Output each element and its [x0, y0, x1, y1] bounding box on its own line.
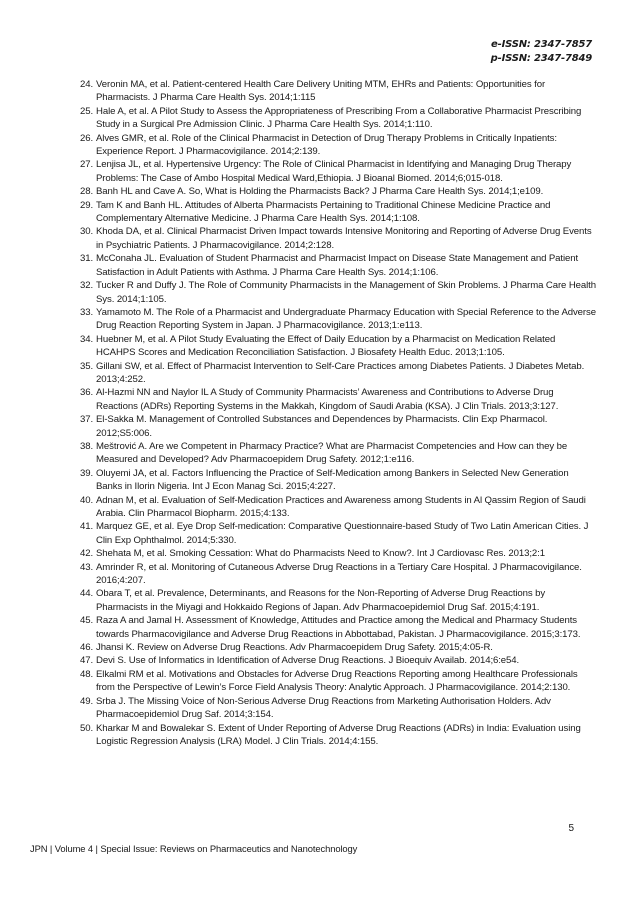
reference-number: 37. — [80, 414, 94, 426]
reference-item — [80, 158, 596, 185]
reference-number: 44. — [80, 588, 94, 600]
reference-text: Amrinder R, et al. Monitoring of Cutaneous Adverse Drug Reactions in a Tertiary Care Hospital. J Pharmacovigilance. 2016;4:207. — [96, 561, 582, 587]
reference-text: McConaha JL. Evaluation of Student Pharmacist and Pharmacist Impact on Disease State Management and Patient Satisfaction in Adult Patients with Asthma. J Pharma Care Health Sys. 2014;1:106. — [96, 253, 579, 278]
reference-text: Meštrović A. Are we Competent in Pharmacy Practice? What are Pharmacist Competencies and How can they be Measured and Developed? Adv Pharmacoepidem Drug Safety. 2012;1:e116. — [96, 440, 568, 466]
reference-item — [80, 386, 596, 413]
reference-text: Khoda DA, et al. Clinical Pharmacist Driven Impact towards Intensive Monitoring and Reporting of Adverse Drug Events in Psychiatric Patients. J Pharmacovigilance. 2014;2:128. — [96, 226, 592, 251]
reference-text: Al-Hazmi NN and Naylor IL A Study of Community Pharmacists’ Awareness and Contributions to Adverse Drug Reactions (ADRs) Reporting Systems in the Makkah, Kingdom of Saudi Arabia (KSA). J Clin Trials. 2013;3:127. — [96, 387, 559, 412]
reference-text: Kharkar M and Bowalekar S. Extent of Under Reporting of Adverse Drug Reactions (ADRs) in India: Evaluation using Logistic Regression Analysis (LRA) Model. J Clin Trials. 2014;4:155. — [96, 722, 581, 747]
reference-item — [80, 78, 596, 105]
reference-text: Gillani SW, et al. Effect of Pharmacist Intervention to Self-Care Practices among Diabetes Patients. J Diabetes Metab. 2013;4:252. — [96, 360, 585, 385]
reference-number: 46. — [80, 642, 94, 654]
reference-text: Banh HL and Cave A. So, What is Holding the Pharmacists Back? J Pharma Care Health Sys. 2014;1;e109. — [96, 186, 544, 198]
reference-number: 31. — [80, 253, 94, 265]
reference-item — [80, 132, 596, 159]
reference-text: Devi S. Use of Informatics in Identification of Adverse Drug Reactions. J Bioequiv Availab. 2014;6:e54. — [96, 655, 520, 667]
reference-item — [80, 360, 596, 387]
reference-number: 50. — [80, 722, 94, 734]
reference-item — [80, 494, 596, 521]
reference-item — [80, 185, 596, 198]
reference-number: 47. — [80, 655, 94, 667]
reference-text: Tucker R and Duffy J. The Role of Community Pharmacists in the Management of Skin Problems. J Pharma Care Health Sys. 2014;1:105. — [96, 280, 596, 305]
reference-item — [80, 306, 596, 333]
reference-item — [80, 695, 596, 722]
reference-item — [80, 279, 596, 306]
reference-number: 28. — [80, 186, 94, 198]
reference-number: 24. — [80, 79, 94, 90]
reference-text: Hale A, et al. A Pilot Study to Assess the Appropriateness of Prescribing From a Collaborative Pharmacist Prescribing Study in a Surgical Pre Admission Clinic. J Pharma Care Health Sys. 2014;1:110. — [96, 105, 582, 131]
reference-text: Raza A and Jamal H. Assessment of Knowledge, Attitudes and Practice among the Medical and Pharmacy Students towards Pharmacovigilance and Adverse Drug Reactions in Abbottabad, Pakistan. J Pharmacovigilance. 2015;3:173. — [96, 615, 581, 640]
issn-header — [491, 38, 592, 66]
reference-number: 32. — [80, 280, 94, 292]
reference-number: 38. — [80, 440, 94, 452]
reference-number: 41. — [80, 521, 94, 533]
reference-item — [80, 467, 596, 494]
reference-text: Yamamoto M. The Role of a Pharmacist and Undergraduate Pharmacy Education with Special Reference to the Adverse Drug Reaction Reporting System in Japan. J Pharmacovigilance. 2013;1:e113. — [96, 306, 596, 332]
footer: JPN | Volume 4 | Special Issue: Reviews on Pharmaceutics and Nanotechnology — [30, 843, 358, 854]
reference-item — [80, 722, 596, 749]
reference-item — [80, 668, 596, 695]
reference-number: 29. — [80, 199, 94, 211]
reference-number: 34. — [80, 333, 94, 345]
reference-item — [80, 413, 596, 440]
reference-number: 26. — [80, 132, 94, 144]
reference-item — [80, 440, 596, 467]
reference-item — [80, 641, 596, 654]
reference-text: Lenjisa JL, et al. Hypertensive Urgency: The Role of Clinical Pharmacist in Identifying and Managing Drug Therapy Problems: The Case of Ambo Hospital Medical Ward,Ethiopia. J Bioanal Biomed. 2014;6;015-018. — [96, 159, 572, 184]
p-issn: p-ISSN: 2347-7849 — [490, 53, 592, 64]
reference-item — [80, 561, 596, 588]
reference-text: Elkalmi RM et al. Motivations and Obstacles for Adverse Drug Reactions Reporting among Healthcare Professionals from the Perspective of Lewin’s Force Field Analysis Theory: Analytic Approach. J Pharmacovigilance. 2014;2:130. — [96, 668, 578, 694]
reference-item — [80, 520, 596, 547]
reference-number: 35. — [80, 360, 94, 372]
reference-text: El-Sakka M. Management of Controlled Substances and Dependences by Pharmacists. Clin Exp Pharmacol. 2012;S5:006. — [96, 414, 548, 439]
reference-item — [80, 587, 596, 614]
reference-number: 36. — [80, 387, 94, 399]
reference-text: Alves GMR, et al. Role of the Clinical Pharmacist in Detection of Drug Therapy Problems in Critically Inpatients: Experience Report. J Pharmacovigilance. 2014;2:139. — [96, 132, 557, 158]
reference-number: 25. — [80, 105, 94, 117]
reference-list — [80, 78, 596, 748]
reference-number: 30. — [80, 226, 94, 238]
page-number: 5 — [568, 823, 574, 834]
reference-text: Obara T, et al. Prevalence, Determinants, and Reasons for the Non-Reporting of Adverse Drug Reactions by Pharmacists in the Miyagi and Hokkaido Regions of Japan. Adv Pharmacoepidemiol Drug Saf. 2015;4:191. — [96, 588, 546, 613]
reference-item — [80, 252, 596, 279]
reference-number: 48. — [80, 668, 94, 680]
reference-number: 45. — [80, 615, 94, 627]
reference-text: Oluyemi JA, et al. Factors Influencing the Practice of Self-Medication among Bankers in Selected New Generation Banks in Ilorin Nigeria. Int J Econ Manag Sci. 2015;4:227. — [96, 467, 569, 493]
e-issn: e-ISSN: 2347-7857 — [491, 39, 592, 50]
reference-item — [80, 225, 596, 252]
reference-number: 49. — [80, 695, 94, 707]
reference-number: 39. — [80, 467, 94, 479]
reference-item — [80, 614, 596, 641]
reference-text: Srba J. The Missing Voice of Non-Serious Adverse Drug Reactions from Marketing Authorisation Holders. Adv Pharmacoepidemiol Drug Saf. 2014;3:154. — [96, 695, 551, 721]
reference-text: Adnan M, et al. Evaluation of Self-Medication Practices and Awareness among Students in Al Qassim Region of Saudi Arabia. Clin Pharmacol Biopharm. 2015;4:133. — [96, 494, 586, 519]
reference-item — [80, 199, 596, 226]
reference-text: Huebner M, et al. A Pilot Study Evaluating the Effect of Daily Education by a Pharmacist on Medication Related HCAHPS Scores and Medication Reconciliation Satisfaction. J Biosafety Health Educ. 2013;1:105. — [96, 333, 556, 359]
reference-text: Shehata M, et al. Smoking Cessation: What do Pharmacists Need to Know?. Int J Cardiovasc Res. 2013;2:1 — [96, 548, 545, 560]
reference-number: 42. — [80, 548, 94, 560]
reference-item — [80, 547, 596, 560]
reference-text: Veronin MA, et al. Patient-centered Health Care Delivery Uniting MTM, EHRs and Patients: Opportunities for Pharmacists. J Pharma Care Health Sys. 2014;1:115 — [96, 79, 546, 104]
reference-item — [80, 654, 596, 667]
reference-number: 43. — [80, 561, 94, 573]
reference-number: 40. — [80, 494, 94, 506]
reference-number: 27. — [80, 159, 94, 171]
reference-item — [80, 333, 596, 360]
reference-number: 33. — [80, 306, 94, 318]
reference-item — [80, 105, 596, 132]
reference-text: Jhansi K. Review on Adverse Drug Reactions. Adv Pharmacoepidem Drug Safety. 2015;4:05-R. — [96, 642, 493, 654]
reference-text: Marquez GE, et al. Eye Drop Self-medication: Comparative Questionnaire-based Study of Two Latin American Cities. J Clin Exp Ophthalmol. 2014;5:330. — [96, 521, 589, 546]
reference-text: Tam K and Banh HL. Attitudes of Alberta Pharmacists Pertaining to Traditional Chinese Medicine Practice and Complementary Alternative Medicine. J Pharma Care Health Sys. 2014;1:108. — [96, 199, 551, 225]
